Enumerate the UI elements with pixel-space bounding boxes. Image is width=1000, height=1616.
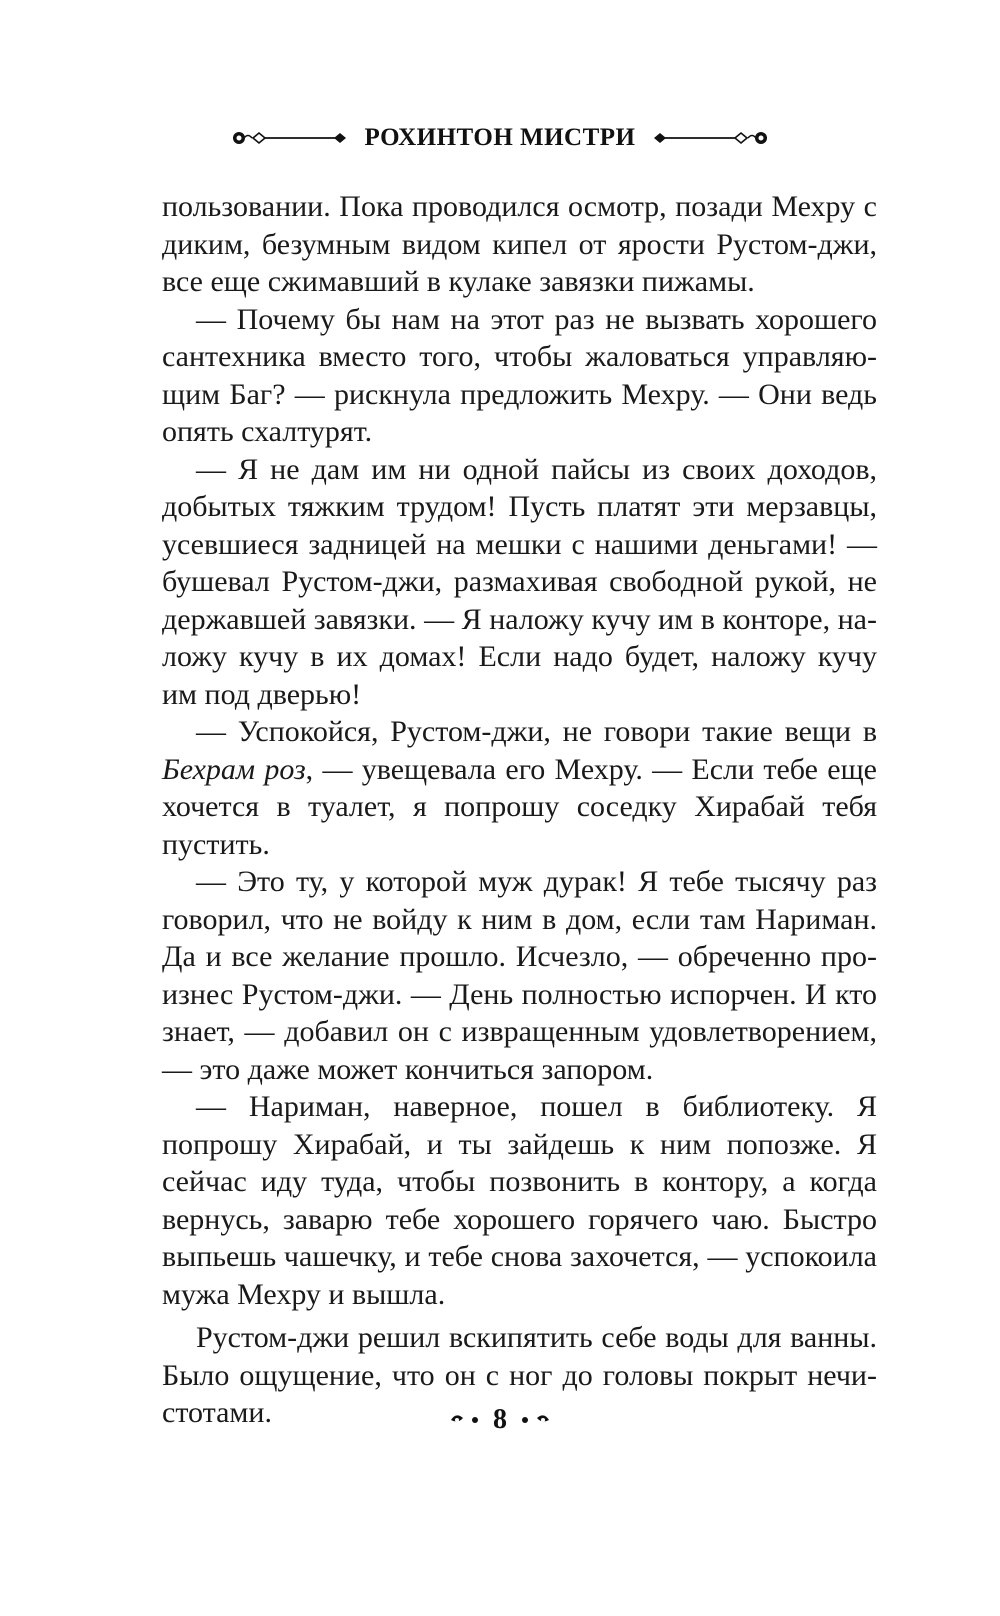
paragraph (162, 713, 877, 863)
paragraph: Рустом-джи решил вскипятить себе воды для ванны. Было ощущение, что он с ног до головы покрыт нечистотами. (162, 1321, 877, 1429)
paragraph: — Нариман, наверное, пошел в библиотеку. Я попрошу Хирабай, и ты зайдешь к ним попозже. Я сейчас иду туда, чтобы позвонить в контору, а когда вернусь, заварю тебе хорошего горячего чаю. Быстро выпьешь чашечку, и тебе снова захочется, — успокоила мужа Мехру и вышла. (162, 1090, 877, 1311)
paragraph-text: — Успокойся, Рустом-джи, не говори такие вещи в (196, 715, 877, 748)
left-flourish-icon (230, 126, 350, 150)
paragraph: — Почему бы нам на этот раз не вызвать хорошего сантехника вместо того, чтобы жаловаться управляющим Баг? — рискнула предложить Мехру. — Они ведь опять схалтурят. (162, 302, 877, 448)
running-title: РОХИНТОН МИСТРИ (364, 124, 636, 151)
paragraph: — Я не дам им ни одной пайсы из своих доходов, добытых тяжким трудом! Пусть платят эти мерзавцы, усевшиеся задницей на мешки с нашими деньгами! — бушевал Рустом-джи, размахивая свободной рукой, не державшей завязки. — Я наложу кучу им в конторе, наложу кучу в их домах! Если надо будет, наложу кучу им под дверью! (162, 452, 877, 711)
page-number: 8 (493, 1404, 507, 1435)
body-text (162, 188, 877, 1432)
paragraph: пользовании. Пока проводился осмотр, позади Мехру с диким, безумным видом кипел от ярости Рустом-джи, все еще сжимавший в кулаке завязки пижамы. (162, 190, 877, 298)
right-flourish-icon (650, 126, 770, 150)
folio (0, 1400, 1000, 1440)
paragraph-text: , — увещевала его Мехру. — Если тебе еще хочется в туалет, я попрошу соседку Хирабай тебя пустить. (162, 752, 877, 861)
right-dot-flourish-icon (517, 1410, 551, 1430)
left-dot-flourish-icon (449, 1410, 483, 1430)
italic-place-name: Бехрам роз (162, 752, 306, 786)
paragraph: — Это ту, у которой муж дурак! Я тебе тысячу раз говорил, что не войду к ним в дом, если там Нариман. Да и все желание прошло. Исчезло, — обреченно произнес Рустом-джи. — День полностью испорчен. И кто знает, — добавил он с извращенным удовлетворением, — это даже может кончиться запором. (162, 865, 877, 1086)
running-header (0, 118, 1000, 158)
